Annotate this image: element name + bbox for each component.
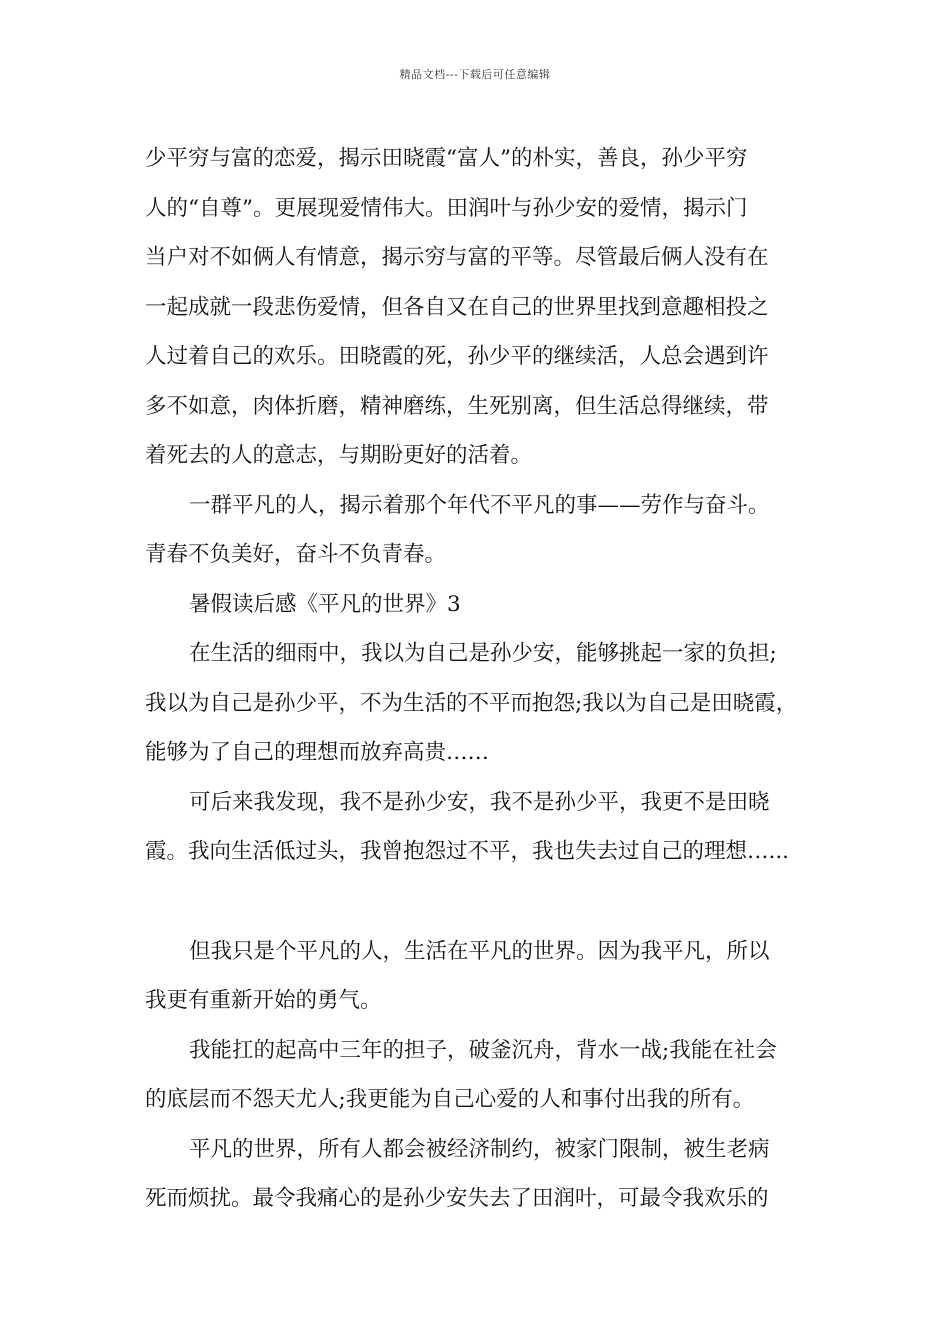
paragraph-line: 多不如意，肉体折磨，精神磨练，生死别离，但生活总得继续，带 xyxy=(145,393,769,419)
paragraph-line: 我能扛的起高中三年的担子，破釜沉舟，背水一战;我能在社会 xyxy=(189,1037,777,1063)
paragraph-line: 死而烦扰。最令我痛心的是孙少安失去了田润叶，可最令我欢乐的 xyxy=(145,1186,769,1211)
paragraph-line: 我更有重新开始的勇气。 xyxy=(145,988,382,1013)
paragraph-line: 人过着自己的欢乐。田晓霞的死，孙少平的继续活，人总会遇到许 xyxy=(145,344,769,369)
paragraph-line: 人的“自尊”。更展现爱情伟大。田润叶与孙少安的爱情，揭示门 xyxy=(145,195,748,221)
paragraph-line: 可后来我发现，我不是孙少安，我不是孙少平，我更不是田晓 xyxy=(189,789,770,815)
paragraph-line: 在生活的细雨中，我以为自己是孙少安，能够挑起一家的负担; xyxy=(189,641,777,666)
document-body xyxy=(145,134,825,1224)
paragraph-line: 但我只是个平凡的人，生活在平凡的世界。因为我平凡，所以 xyxy=(189,938,770,964)
section-title: 暑假读后感《平凡的世界》3 xyxy=(189,591,461,617)
paragraph-line: 一群平凡的人，揭示着那个年代不平凡的事——劳作与奋斗。 xyxy=(189,492,770,518)
paragraph-line: 着死去的人的意志，与期盼更好的活着。 xyxy=(145,443,533,468)
paragraph-line: 平凡的世界，所有人都会被经济制约，被家门限制，被生老病 xyxy=(189,1136,770,1162)
paragraph-line: 青春不负美好，奋斗不负青春。 xyxy=(145,542,447,567)
paragraph-line: 当户对不如俩人有情意，揭示穷与富的平等。尽管最后俩人没有在 xyxy=(145,245,769,270)
paragraph-line: 的底层而不怨天尤人;我更能为自己心爱的人和事付出我的所有。 xyxy=(145,1087,755,1112)
blank-spacer xyxy=(145,877,825,927)
paragraph-line: 少平穷与富的恋爱，揭示田晓霞“富人”的朴实，善良，孙少平穷 xyxy=(145,146,748,171)
paragraph-line: 能够为了自己的理想而放弃高贵…… xyxy=(145,740,490,765)
paragraph-line: 我以为自己是孙少平，不为生活的不平而抱怨;我以为自己是田晓霞， xyxy=(145,690,798,716)
page-header: 精品文档---下载后可任意编辑 xyxy=(399,68,551,81)
paragraph-line: 霞。我向生活低过头，我曾抱怨过不平，我也失去过自己的理想…... xyxy=(145,839,790,864)
paragraph-line: 一起成就一段悲伤爱情，但各自又在自己的世界里找到意趣相投之 xyxy=(145,294,769,320)
